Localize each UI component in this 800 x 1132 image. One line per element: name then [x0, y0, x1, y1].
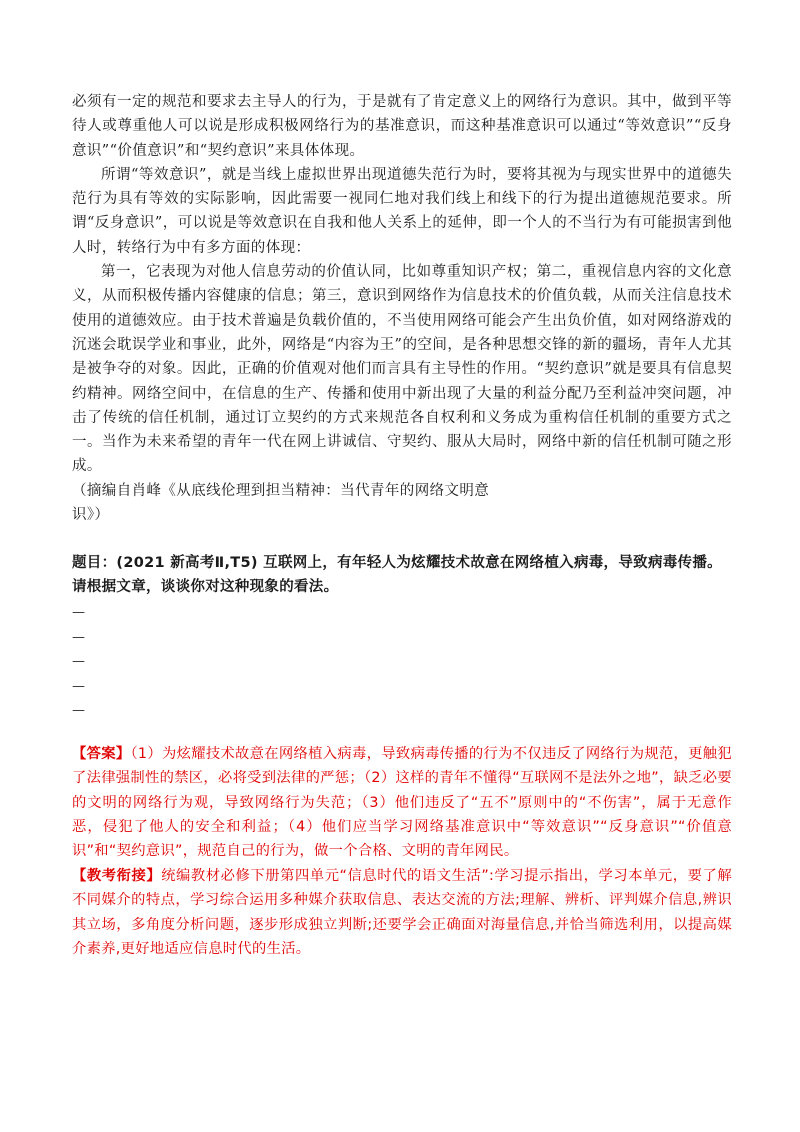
blank-line: — — [72, 678, 85, 694]
curriculum-link-label: 【教考衔接】 — [72, 867, 162, 884]
blank-line: — — [72, 654, 85, 670]
passage-source-tail: 识》） — [72, 507, 110, 524]
question-prompt: 题目：(2021 新高考Ⅱ,T5) 互联网上，有年轻人为炫耀技术故意在网络植入病毒，导致病毒传播。请根据文章，谈谈你对这种现象的看法。 — [72, 555, 722, 596]
answer-paragraph — [72, 742, 732, 864]
blank-line: — — [72, 703, 85, 719]
passage-paragraph-1: 必须有一定的规范和要求去主导人的行为，于是就有了肯定意义上的网络行为意识。其中，做到平等待人或尊重他人可以说是形成积极网络行为的基准意识，而这种基准意识可以通过“等效意识”“反身意识”“价值意识”和“契约意识”来具体体现。 — [72, 94, 732, 159]
blank-line: — — [72, 605, 85, 621]
reading-passage — [72, 90, 732, 527]
answer-blank-lines — [72, 601, 732, 724]
passage-paragraph-3: 第一，它表现为对他人信息劳动的价值认同，比如尊重知识产权；第二，重视信息内容的文化意义，从而积极传播内容健康的信息；第三，意识到网络作为信息技术的价值负载，从而关注信息技术使用的道德效应。由于技术普遍是负载价值的，不当使用网络可能会产生出负价值，如对网络游戏的沉迷会耽误学业和事业，此外，网络是“内容为王”的空间，是各种思想交锋的新的疆场，青年人尤其是被争夺的对象。因此，正确的价值观对他们而言具有主导性的作用。“契约意识”就是要具有信息契约精神。网络空间中，在信息的生产、传播和使用中新出现了大量的利益分配乃至利益冲突问题，冲击了传统的信任机制，通过订立契约的方式来规范各自权利和义务成为重构信任机制的重要方式之一。当作为未来希望的青年一代在网上讲诚信、守契约、服从大局时，网络中新的信任机制可随之形成。 — [72, 264, 732, 475]
document-page — [72, 90, 732, 962]
answer-section — [72, 742, 732, 962]
curriculum-link-paragraph — [72, 864, 732, 962]
passage-source: （摘编自肖峰《从底线伦理到担当精神：当代青年的网络文明意 — [72, 482, 490, 499]
blank-line: — — [72, 629, 85, 645]
passage-paragraph-2: 所谓“等效意识”，就是当线上虚拟世界出现道德失范行为时，要将其视为与现实世界中的道德失范行为具有等效的实际影响，因此需要一视同仁地对我们线上和线下的行为提出道德规范要求。所谓“反身意识”，可以说是等效意识在自我和他人关系上的延伸，即一个人的不当行为有可能损害到他人时，转络行为中有多方面的体现： — [72, 166, 732, 256]
answer-text: （1）为炫耀技术故意在网络植入病毒，导致病毒传播的行为不仅违反了网络行为规范，更触犯了法律强制性的禁区，必将受到法律的严惩；（2）这样的青年不懂得“互联网不是法外之地”，缺乏必要的文明的网络行为观，导致网络行为失范；（3）他们违反了“五不”原则中的“不伤害”，属于无意作恶，侵犯了他人的安全和利益；（4）他们应当学习网络基准意识中“等效意识”“反身意识”“价值意识”和“契约意识”，规范自己的行为，做一个合格、文明的青年网民。 — [72, 745, 732, 860]
answer-label: 【答案】 — [72, 745, 131, 762]
curriculum-link-text: 统编教材必修下册第四单元“信息时代的语文生活”:学习提示指出，学习本单元，要了解不同媒介的特点，学习综合运用多种媒介获取信息、表达交流的方法;理解、辨析、评判媒介信息,辨识其立场，多角度分析问题，逐步形成独立判断;还要学会正确面对海量信息,并恰当筛选利用，以提高媒介素养,更好地适应信息时代的生活。 — [72, 867, 732, 958]
